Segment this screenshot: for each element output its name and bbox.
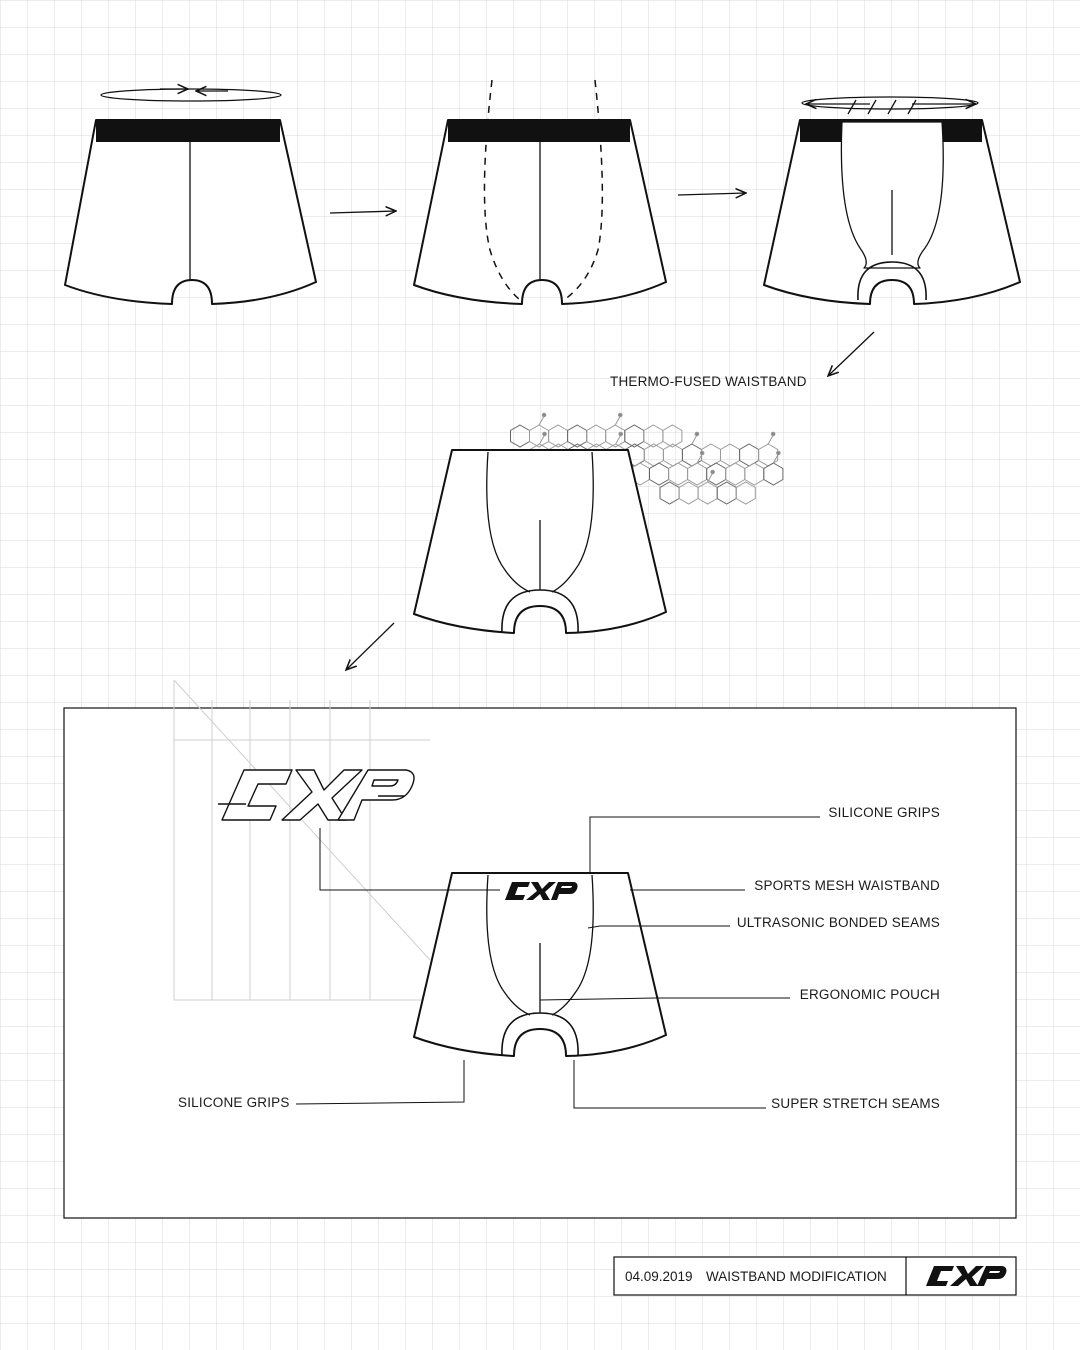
hex-atom [711,470,715,474]
brief-final [414,873,666,1056]
brief-stage-4 [414,450,666,633]
hex-atom [619,432,623,436]
hex-atom [771,432,775,436]
label-ultrasonic: ULTRASONIC BONDED SEAMS [736,915,940,930]
footer-title: WAISTBAND MODIFICATION [706,1269,887,1284]
label-sports-mesh: SPORTS MESH WAISTBAND [754,878,940,893]
hex-atom [777,451,781,455]
hex-atom [618,413,622,417]
footer-date: 04.09.2019 [625,1269,693,1284]
brief-stage-3 [764,120,1020,304]
hex-atom [700,451,704,455]
label-silicone-grips-top: SILICONE GRIPS [828,805,940,820]
hex-atom [543,432,547,436]
label-thermo-fused: THERMO-FUSED WAISTBAND [610,374,807,389]
label-ergonomic: ERGONOMIC POUCH [799,987,940,1002]
hex-atom [542,413,546,417]
label-silicone-grips-left: SILICONE GRIPS [178,1095,290,1110]
label-super-stretch: SUPER STRETCH SEAMS [771,1096,940,1111]
brief-stage-1 [65,120,316,304]
brief-stage-2 [414,120,666,304]
hex-atom [695,432,699,436]
